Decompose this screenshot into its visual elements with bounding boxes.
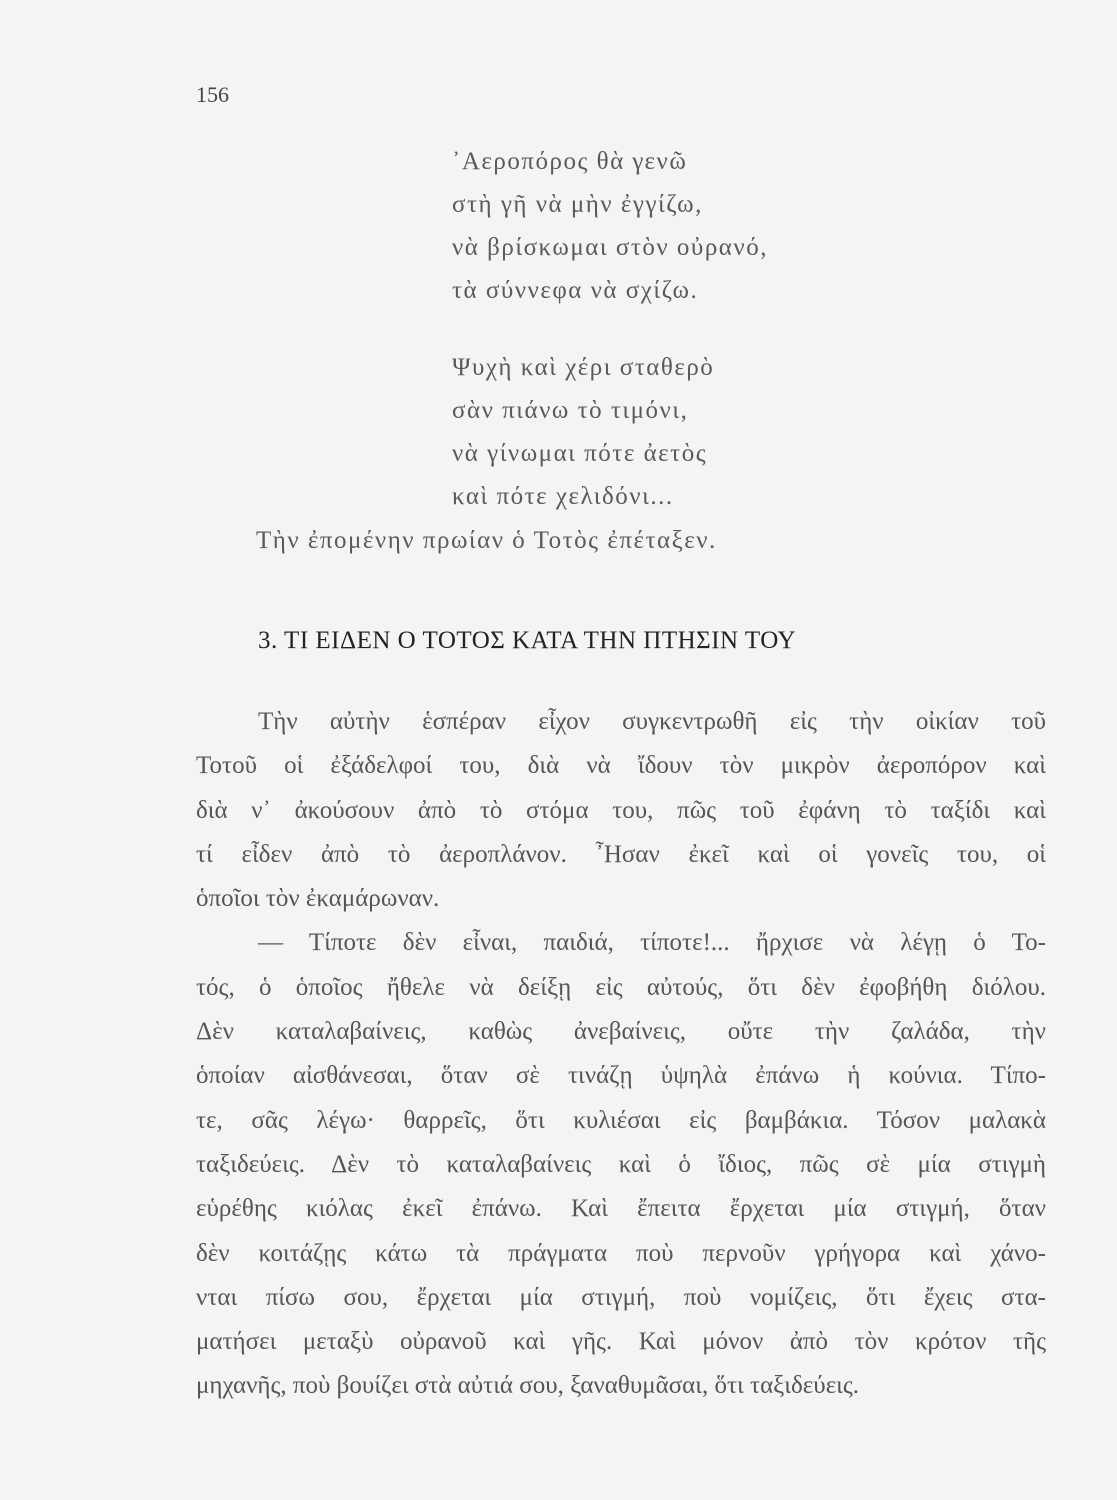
paragraph-line: διὰ ν᾿ ἀκούσουν ἀπὸ τὸ στόμα του, πῶς τοῦ ἐφάνη τὸ ταξίδι καὶ	[196, 796, 1046, 824]
narrative-line: Τὴν ἐπομένην πρωίαν ὁ Τοτὸς ἐπέταξεν.	[256, 527, 717, 554]
paragraph-line: ταξιδεύεις. Δὲν τὸ καταλαβαίνεις καὶ ὁ ἴδιος, πῶς σὲ μία στιγμὴ	[196, 1150, 1046, 1178]
poem-line: Ψυχὴ καὶ χέρι σταθερὸ	[452, 354, 715, 381]
paragraph-line: Τοτοῦ οἱ ἐξάδελφοί του, διὰ νὰ ἴδουν τὸν μικρὸν ἀεροπόρον καὶ	[196, 752, 1046, 780]
paragraph-line: τε, σᾶς λέγω· θαρρεῖς, ὅτι κυλιέσαι εἰς βαμβάκια. Τόσον μαλακὰ	[196, 1106, 1046, 1134]
paragraph-line: νται πίσω σου, ἔρχεται μία στιγμή, ποὺ νομίζεις, ὅτι ἔχεις στα-	[196, 1283, 1046, 1311]
paragraph-line: ὁποίαν αἰσθάνεσαι, ὅταν σὲ τινάζῃ ὑψηλὰ ἐπάνω ἡ κούνια. Τίπο-	[196, 1062, 1046, 1090]
paragraph-line: τός, ὁ ὁποῖος ἤθελε νὰ δείξῃ εἰς αὐτούς, ὅτι δὲν ἐφοβήθη διόλου.	[196, 973, 1046, 1001]
paragraph-line: μηχανῆς, ποὺ βουίζει στὰ αὐτιά σου, ξαναθυμᾶσαι, ὅτι ταξιδεύεις.	[196, 1372, 860, 1400]
poem-line: ᾿Αεροπόρος θὰ γενῶ	[452, 148, 688, 175]
paragraph-line: εὑρέθης κιόλας ἐκεῖ ἐπάνω. Καὶ ἔπειτα ἔρχεται μία στιγμή, ὅταν	[196, 1195, 1046, 1223]
prose-body	[196, 700, 1046, 1409]
paragraph-line: — Τίποτε δὲν εἶναι, παιδιά, τίποτε!... ἤρχισε νὰ λέγῃ ὁ Το-	[258, 929, 1046, 957]
poem	[452, 140, 872, 552]
page-number: 156	[196, 82, 229, 107]
paragraph-line: δὲν κοιτάζῃς κάτω τὰ πράγματα ποὺ περνοῦν γρήγορα καὶ χάνο-	[196, 1239, 1046, 1267]
paragraph-line: Δὲν καταλαβαίνεις, καθὼς ἀνεβαίνεις, οὔτε τὴν ζαλάδα, τὴν	[196, 1018, 1046, 1046]
poem-stanza	[452, 140, 872, 312]
poem-line: σὰν πιάνω τὸ τιμόνι,	[452, 397, 689, 424]
poem-line: τὰ σύννεφα νὰ σχίζω.	[452, 277, 699, 304]
paragraph	[196, 700, 1046, 921]
poem-line: καὶ πότε χελιδόνι...	[452, 483, 674, 510]
poem-line: νὰ γίνωμαι πότε ἀετὸς	[452, 440, 708, 467]
poem-line: νὰ βρίσκωμαι στὸν οὐρανό,	[452, 234, 768, 261]
poem-line: στὴ γῆ νὰ μὴν ἐγγίζω,	[452, 191, 703, 218]
paragraph-line: ματήσει μεταξὺ οὐρανοῦ καὶ γῆς. Καὶ μόνον ἀπὸ τὸν κρότον τῆς	[196, 1328, 1046, 1356]
paragraph	[196, 921, 1046, 1408]
paragraph-line: ὁποῖοι τὸν ἐκαμάρωναν.	[196, 885, 440, 913]
poem-stanza	[452, 346, 872, 518]
paragraph-line: Τὴν αὐτὴν ἑσπέραν εἶχον συγκεντρωθῆ εἰς τὴν οἰκίαν τοῦ	[258, 708, 1046, 735]
chapter-heading: 3. ΤΙ ΕΙΔΕΝ Ο ΤΟΤΟΣ ΚΑΤΑ ΤΗΝ ΠΤΗΣΙΝ ΤΟΥ	[258, 627, 797, 654]
paragraph-line: τί εἶδεν ἀπὸ τὸ ἀεροπλάνον. ῏Ησαν ἐκεῖ καὶ οἱ γονεῖς του, οἱ	[196, 840, 1046, 868]
